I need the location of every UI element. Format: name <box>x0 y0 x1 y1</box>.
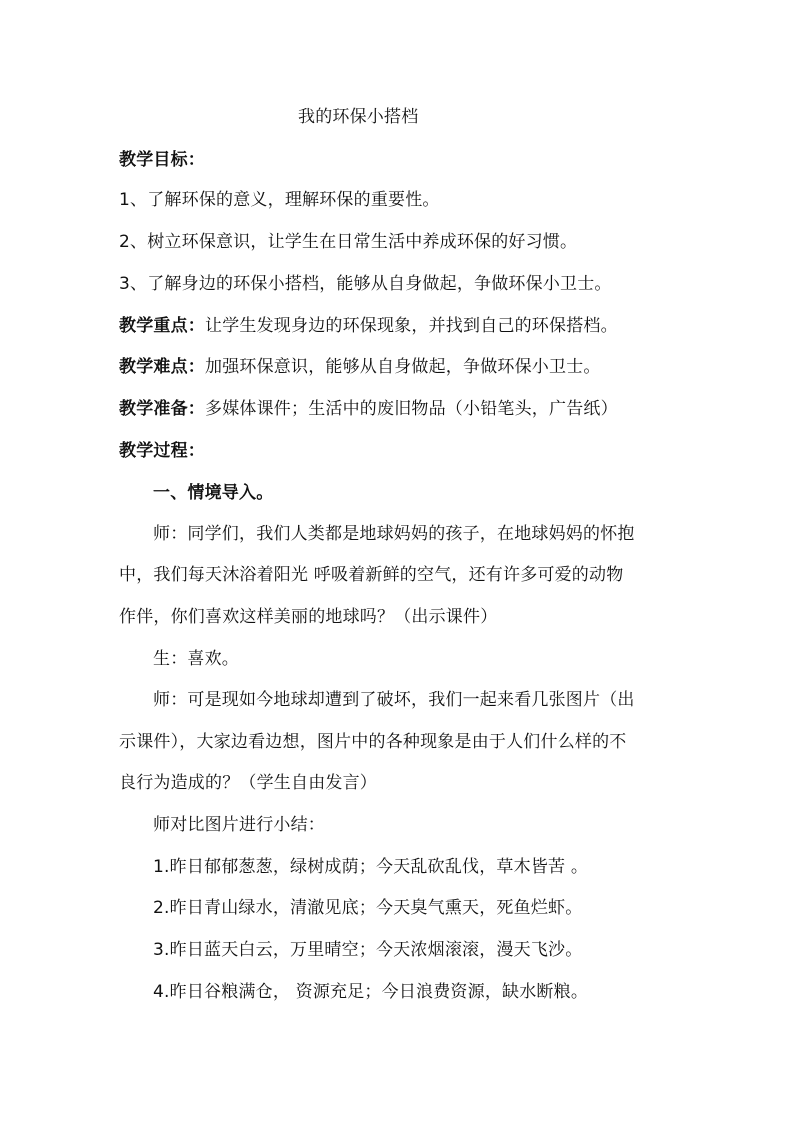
summary-intro: 师对比图片进行小结： <box>153 815 325 835</box>
objectives-heading: 教学目标： <box>119 150 205 170</box>
difficult-point <box>119 357 679 377</box>
summary-item: 4.昨日谷粮满仓， 资源充足；今日浪费资源，缺水断粮。 <box>153 982 589 1002</box>
paragraph1-line: 中，我们每天沐浴着阳光 呼吸着新鲜的空气，还有许多可爱的动物 <box>119 565 624 585</box>
summary-item: 1.昨日郁郁葱葱，绿树成荫；今天乱砍乱伐，草木皆苦 。 <box>153 857 589 877</box>
difficult-point-text: 加强环保意识，能够从自身做起，争做环保小卫士。 <box>205 357 601 377</box>
student-reply: 生：喜欢。 <box>153 649 239 669</box>
process-heading: 教学过程： <box>119 441 205 461</box>
difficult-point-label: 教学难点： <box>119 357 205 377</box>
paragraph1-line: 作伴，你们喜欢这样美丽的地球吗？（出示课件） <box>119 607 498 627</box>
preparation-text: 多媒体课件；生活中的废旧物品（小铅笔头，广告纸） <box>205 399 618 419</box>
preparation-label: 教学准备： <box>119 399 205 419</box>
paragraph1-line: 师：同学们，我们人类都是地球妈妈的孩子，在地球妈妈的怀抱 <box>153 524 635 544</box>
preparation <box>119 399 679 419</box>
document-title: 我的环保小搭档 <box>298 107 419 127</box>
key-point <box>119 316 679 336</box>
objective-item: 1、了解环保的意义，理解环保的重要性。 <box>119 190 440 210</box>
section1-heading: 一、情境导入。 <box>153 483 274 503</box>
key-point-text: 让学生发现身边的环保现象，并找到自己的环保搭档。 <box>205 316 618 336</box>
paragraph2-line: 师：可是现如今地球却遭到了破坏，我们一起来看几张图片（出 <box>153 690 635 710</box>
paragraph2-line: 良行为造成的？（学生自由发言） <box>119 773 377 793</box>
paragraph2-line: 示课件），大家边看边想，图片中的各种现象是由于人们什么样的不 <box>119 732 627 752</box>
summary-item: 2.昨日青山绿水，清澈见底；今天臭气熏天，死鱼烂虾。 <box>153 898 583 918</box>
objective-item: 2、树立环保意识，让学生在日常生活中养成环保的好习惯。 <box>119 232 578 252</box>
objective-item: 3、了解身边的环保小搭档，能够从自身做起，争做环保小卫士。 <box>119 274 612 294</box>
key-point-label: 教学重点： <box>119 316 205 336</box>
summary-item: 3.昨日蓝天白云，万里晴空；今天浓烟滚滚，漫天飞沙。 <box>153 940 583 960</box>
